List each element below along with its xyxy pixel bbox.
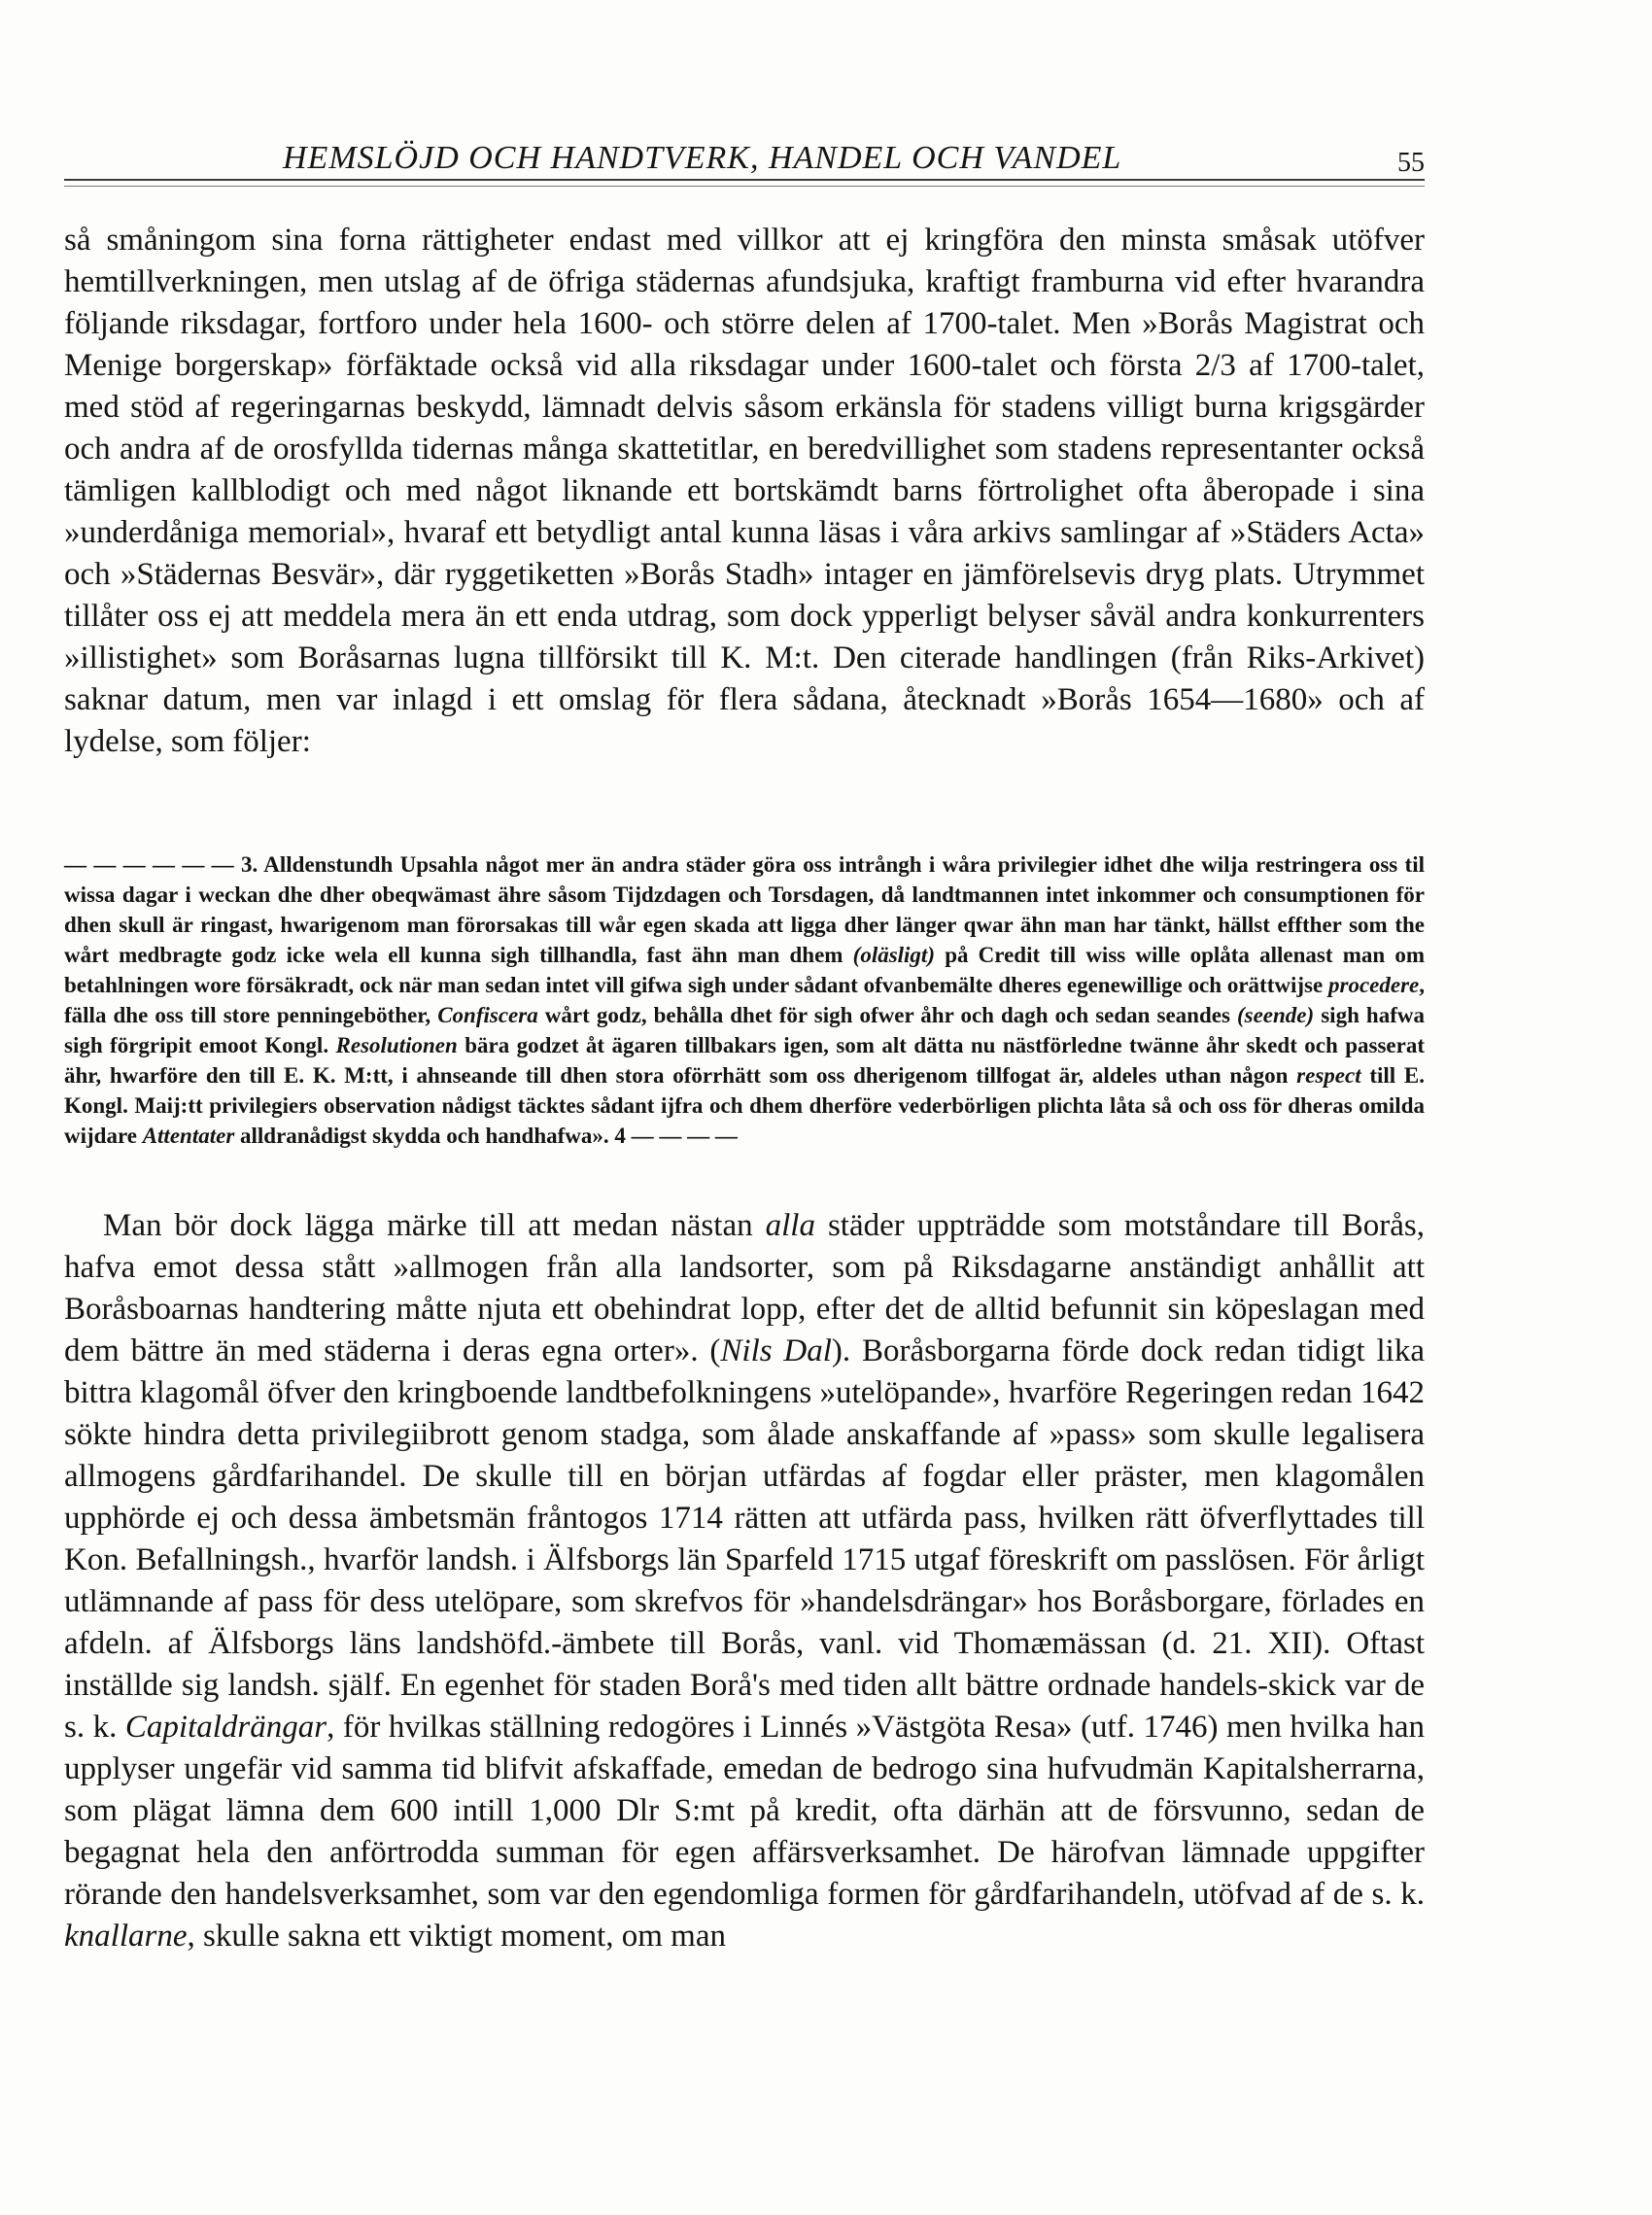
paragraph-2-italic: Capitaldrängar bbox=[124, 1710, 327, 1745]
paragraph-2-segment: , skulle sakna ett viktigt moment, om man bbox=[187, 1919, 726, 1954]
paragraph-2-italic: knallarne bbox=[64, 1919, 188, 1954]
paragraph-2 bbox=[64, 1205, 1425, 1957]
quote-italic: Confiscera bbox=[437, 1003, 538, 1027]
paragraph-1 bbox=[64, 220, 1425, 763]
paragraph-2-italic: alla bbox=[765, 1208, 815, 1243]
quote-segment: — — — — — — 3. Alldenstundh Upsahla något mer än andra städer göra oss intrångh i wåra privilegier idhet dhe wilja restringera oss til wissa dagar i weckan dhe dher obeqwämast ähre såsom Tijdzdagen och Torsdagen, då landtmannen intet inkommer och consumptionen för dhen skull är ringast, hwarigenom man förorsakas till wår egen skada att ligga dher länger qwar ähn man har tänkt, hällst effther som the wårt medbragte godz icke wela ell kunna sigh tillhandla, fast ähn man dhem bbox=[64, 852, 1425, 967]
quote-italic: respect bbox=[1296, 1063, 1361, 1088]
quote-italic: Resolutionen bbox=[335, 1033, 458, 1057]
paragraph-2-segment: städer uppträdde som motståndare till Borås, hafva emot dessa stått »allmogen från alla landsorter, som på Riksdagarne anständigt anhållit att Boråsboarnas handtering måtte njuta ett obehindrat lopp, efter det de alltid befunnit sin köpeslagan med dem bättre än med städerna i deras egna orter». ( bbox=[64, 1208, 1425, 1368]
quote-segment: till E. Kongl. Maij:tt privilegiers observation nådigst täcktes sådant ijfra och dhem dherföre vederbörligen plichta låta så och oss för dheras omilda wijdare bbox=[64, 1063, 1425, 1148]
quote-segment: sigh hafwa sigh förgripit emoot Kongl. bbox=[64, 1003, 1425, 1057]
quote-segment: alldranådigst skydda och handhafwa». 4 — — — — bbox=[234, 1124, 738, 1148]
quote-segment: , fälla dhe oss till store penningeböther, bbox=[64, 973, 1425, 1027]
paragraph-2-segment: Man bör dock lägga märke till att medan nästan bbox=[103, 1208, 766, 1243]
archival-quote bbox=[64, 849, 1425, 1151]
paragraph-2-italic: Nils Dal bbox=[720, 1333, 832, 1368]
quote-italic: (oläsligt) bbox=[852, 943, 935, 967]
quote-segment: wårt godz, behålla dhet för sigh ofwer åhr och dagh och sedan seandes bbox=[537, 1003, 1237, 1027]
paragraph-1-text: så småningom sina forna rättigheter endast med villkor att ej kringföra den minsta småsak utöfver hemtillverkningen, men utslag af de öfriga städernas afundsjuka, kraftigt framburna vid efter hvarandra följande riksdagar, fortforo under hela 1600- och större delen af 1700-talet. Men »Borås Magistrat och Menige borgerskap» förfäktade också vid alla riksdagar under 1600-talet och första 2/3 af 1700-talet, med stöd af regeringarnas beskydd, lämnadt delvis såsom erkänsla för stadens villigt burna krigsgärder och andra af de orosfyllda tidernas många skattetitlar, en beredvillighet som stadens representanter också tämligen kallblodigt och med något liknande ett bortskämdt barns förtrolighet ofta åberopade i sina »underdåniga memorial», hvaraf ett betydligt antal kunna läsas i våra arkivs samlingar af »Städers Acta» och »Städernas Besvär», där ryggetiketten »Borås Stadh» intager en jämförelsevis dryg plats. Utrymmet tillåter oss ej att meddela mera än ett enda utdrag, som dock ypperligt belyser såväl andra konkurrenters »illistighet» som Boråsarnas lugna tillförsikt till K. M:t. Den citerade handlingen (från Riks-Arkivet) saknar datum, men var inlagd i ett omslag för flera sådana, åtecknadt »Borås 1654—1680» och af lydelse, som följer: bbox=[64, 223, 1425, 759]
header-rule bbox=[64, 179, 1425, 187]
quote-segment: på Credit till wiss wille oplåta allenast man om betahlningen wore försäkradt, ock när man sedan intet vill gifwa sigh under sådant ofvanbemälte dheres egenewillige och orättwijse bbox=[64, 943, 1425, 997]
paragraph-2-segment: , för hvilkas ställning redogöres i Linnés »Västgöta Resa» (utf. 1746) men hvilka han upplyser ungefär vid samma tid blifvit afskaffade, emedan de bedrogo sina hufvudmän Kapitalsherrarna, som plägat lämna dem 600 intill 1,000 Dlr S:mt på kredit, ofta därhän att de försvunno, sedan de begagnat hela den anförtrodda summan för egen affärsverksamhet. De härofvan lämnade uppgifter rörande den handelsverksamhet, som var den egendomliga formen för gårdfarihandeln, utöfvad af de s. k. bbox=[64, 1710, 1425, 1912]
quote-italic: (seende) bbox=[1236, 1003, 1315, 1027]
page-header bbox=[64, 134, 1425, 177]
quote-italic: Attentater bbox=[142, 1124, 235, 1148]
quote-italic: procedere bbox=[1328, 973, 1420, 997]
running-title: HEMSLÖJD OCH HANDTVERK, HANDEL OCH VANDEL bbox=[283, 140, 1122, 176]
page-number: 55 bbox=[1397, 148, 1425, 178]
quote-segment: bära godzet åt ägaren tillbakars igen, som alt dätta nu nästförledne twänne åhr skedt och passerat ähr, hwarföre den till E. K. M:tt, i ahnseande till dhen stora oförrhätt som oss dherigenom tillfogat är, aldeles uthan någon bbox=[64, 1033, 1426, 1088]
paragraph-2-segment: ). Boråsborgarna förde dock redan tidigt lika bittra klagomål öfver den kringboende landtbefolkningens »utelöpande», hvarföre Regeringen redan 1642 sökte hindra detta privilegiibrott genom stadga, som ålade anskaffande af »pass» som skulle legalisera allmogens gårdfarihandel. De skulle till en början utfärdas af fogdar eller präster, men klagomålen upphörde ej och dessa ämbetsmän fråntogos 1714 rätten att utfärda pass, hvilken rätt öfverflyttades till Kon. Befallningsh., hvarför landsh. i Älfsborgs län Sparfeld 1715 utgaf föreskrift om passlösen. För årligt utlämnande af pass för dess utelöpare, som skrefvos för »handelsdrängar» hos Boråsborgare, förlades en afdeln. af Älfsborgs läns landshöfd.-ämbete till Borås, vanl. vid Thomæmässan (d. 21. XII). Oftast inställde sig landsh. själf. En egenhet för staden Borå's med tiden allt bättre ordnade handels-skick var de s. k. bbox=[64, 1333, 1425, 1745]
